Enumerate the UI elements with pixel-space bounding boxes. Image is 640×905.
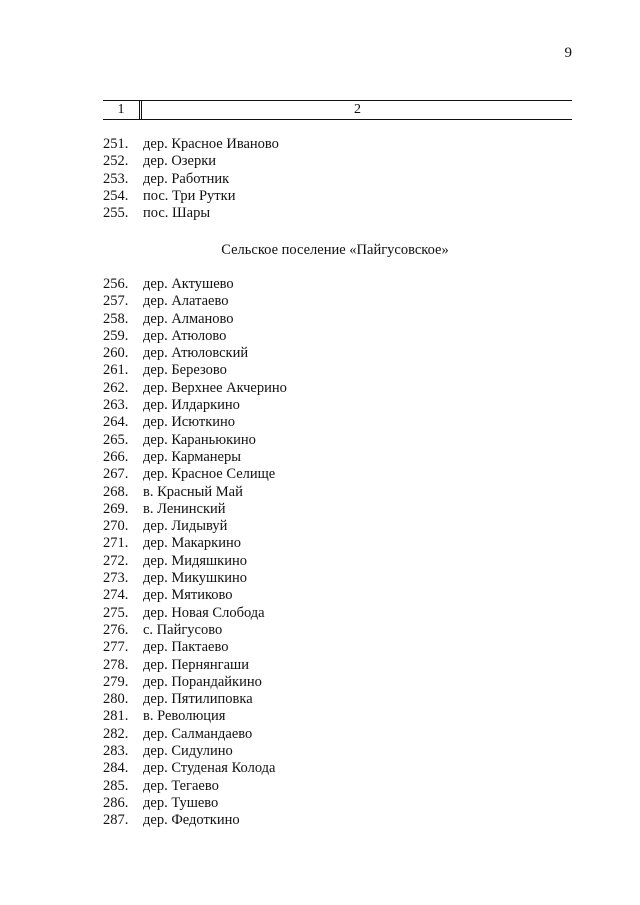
column-header-table <box>103 100 572 120</box>
list-item <box>103 605 543 622</box>
item-number: 275. <box>103 604 129 621</box>
page-number: 9 <box>564 45 572 61</box>
list-item <box>103 812 543 829</box>
list-item <box>103 708 543 725</box>
item-number: 259. <box>103 327 129 344</box>
list-item <box>103 153 543 170</box>
item-name: дер. Алманово <box>143 310 234 327</box>
list-item <box>103 484 543 501</box>
item-number: 270. <box>103 518 129 535</box>
item-name: дер. Караньюкино <box>143 431 256 448</box>
settlement-list-b <box>103 276 543 830</box>
item-name: дер. Пернянгаши <box>143 656 249 673</box>
list-item <box>103 674 543 691</box>
item-name: дер. Красное Селище <box>143 466 276 483</box>
list-item <box>103 691 543 708</box>
item-number: 253. <box>103 170 129 187</box>
list-item <box>103 622 543 639</box>
section-heading: Сельское поселение «Пайгусовское» <box>221 242 449 258</box>
item-name: дер. Озерки <box>143 153 217 170</box>
list-item <box>103 362 543 379</box>
item-name: пос. Шары <box>143 205 211 222</box>
item-number: 276. <box>103 621 129 638</box>
item-number: 267. <box>103 466 129 483</box>
settlement-list-a <box>103 136 543 222</box>
column-header-1: 1 <box>103 101 140 119</box>
item-number: 264. <box>103 414 129 431</box>
item-name: дер. Федоткино <box>143 812 240 829</box>
list-item <box>103 328 543 345</box>
item-number: 269. <box>103 500 129 517</box>
item-number: 254. <box>103 187 129 204</box>
item-name: дер. Красное Иваново <box>143 136 279 152</box>
list-item <box>103 205 543 222</box>
item-number: 274. <box>103 587 129 604</box>
item-name: дер. Алатаево <box>143 293 229 310</box>
list-item <box>103 432 543 449</box>
item-number: 284. <box>103 760 129 777</box>
item-number: 282. <box>103 725 129 742</box>
item-number: 285. <box>103 777 129 794</box>
item-name: дер. Работник <box>143 170 230 187</box>
item-number: 258. <box>103 310 129 327</box>
list-item <box>103 136 543 153</box>
item-number: 251. <box>103 136 129 152</box>
item-number: 262. <box>103 379 129 396</box>
list-item <box>103 345 543 362</box>
list-item <box>103 397 543 414</box>
list-item <box>103 501 543 518</box>
item-number: 277. <box>103 639 129 656</box>
list-item <box>103 553 543 570</box>
item-number: 261. <box>103 362 129 379</box>
item-number: 279. <box>103 673 129 690</box>
list-item <box>103 518 543 535</box>
item-number: 266. <box>103 448 129 465</box>
list-item <box>103 293 543 310</box>
list-item <box>103 171 543 188</box>
list-item <box>103 778 543 795</box>
item-name: дер. Салмандаево <box>143 725 253 742</box>
item-name: дер. Пятилиповка <box>143 691 253 708</box>
item-name: дер. Атюлово <box>143 327 227 344</box>
list-item <box>103 414 543 431</box>
item-name: дер. Верхнее Акчерино <box>143 379 287 396</box>
item-number: 278. <box>103 656 129 673</box>
item-name: дер. Тушево <box>143 794 219 811</box>
item-number: 255. <box>103 205 129 222</box>
item-number: 283. <box>103 743 129 760</box>
item-name: дер. Березово <box>143 362 227 379</box>
list-item <box>103 587 543 604</box>
item-name: дер. Мятиково <box>143 587 233 604</box>
list-item <box>103 466 543 483</box>
item-name: дер. Пактаево <box>143 639 229 656</box>
item-name: дер. Атюловский <box>143 345 249 362</box>
list-item <box>103 657 543 674</box>
item-number: 268. <box>103 483 129 500</box>
item-number: 260. <box>103 345 129 362</box>
list-item <box>103 726 543 743</box>
list-item <box>103 188 543 205</box>
list-item <box>103 743 543 760</box>
item-name: дер. Мидяшкино <box>143 552 247 569</box>
column-header-2: 2 <box>354 102 361 117</box>
item-name: дер. Сидулино <box>143 743 233 760</box>
item-number: 263. <box>103 397 129 414</box>
item-name: дер. Микушкино <box>143 570 248 587</box>
item-number: 281. <box>103 708 129 725</box>
list-item <box>103 795 543 812</box>
item-number: 271. <box>103 535 129 552</box>
list-item <box>103 276 543 293</box>
list-item <box>103 639 543 656</box>
item-number: 257. <box>103 293 129 310</box>
list-item <box>103 311 543 328</box>
item-number: 286. <box>103 794 129 811</box>
item-number: 256. <box>103 276 129 292</box>
item-name: дер. Новая Слобода <box>143 604 265 621</box>
item-number: 273. <box>103 570 129 587</box>
item-name: пос. Три Рутки <box>143 187 236 204</box>
item-number: 280. <box>103 691 129 708</box>
item-name: с. Пайгусово <box>143 621 223 638</box>
item-name: дер. Студеная Колода <box>143 760 276 777</box>
item-number: 287. <box>103 812 129 829</box>
item-name: в. Ленинский <box>143 500 226 517</box>
list-item <box>103 570 543 587</box>
list-item <box>103 760 543 777</box>
item-name: в. Революция <box>143 708 226 725</box>
list-item <box>103 380 543 397</box>
item-number: 272. <box>103 552 129 569</box>
item-name: дер. Илдаркино <box>143 397 240 414</box>
list-item <box>103 449 543 466</box>
item-name: дер. Лидывуй <box>143 518 228 535</box>
item-name: дер. Актушево <box>143 276 234 292</box>
item-name: дер. Макаркино <box>143 535 241 552</box>
item-name: дер. Порандайкино <box>143 673 262 690</box>
item-number: 265. <box>103 431 129 448</box>
column-divider <box>141 101 142 119</box>
item-number: 252. <box>103 153 129 170</box>
item-name: дер. Карманеры <box>143 448 241 465</box>
item-name: в. Красный Май <box>143 483 243 500</box>
item-name: дер. Тегаево <box>143 777 219 794</box>
item-name: дер. Исюткино <box>143 414 236 431</box>
list-item <box>103 535 543 552</box>
